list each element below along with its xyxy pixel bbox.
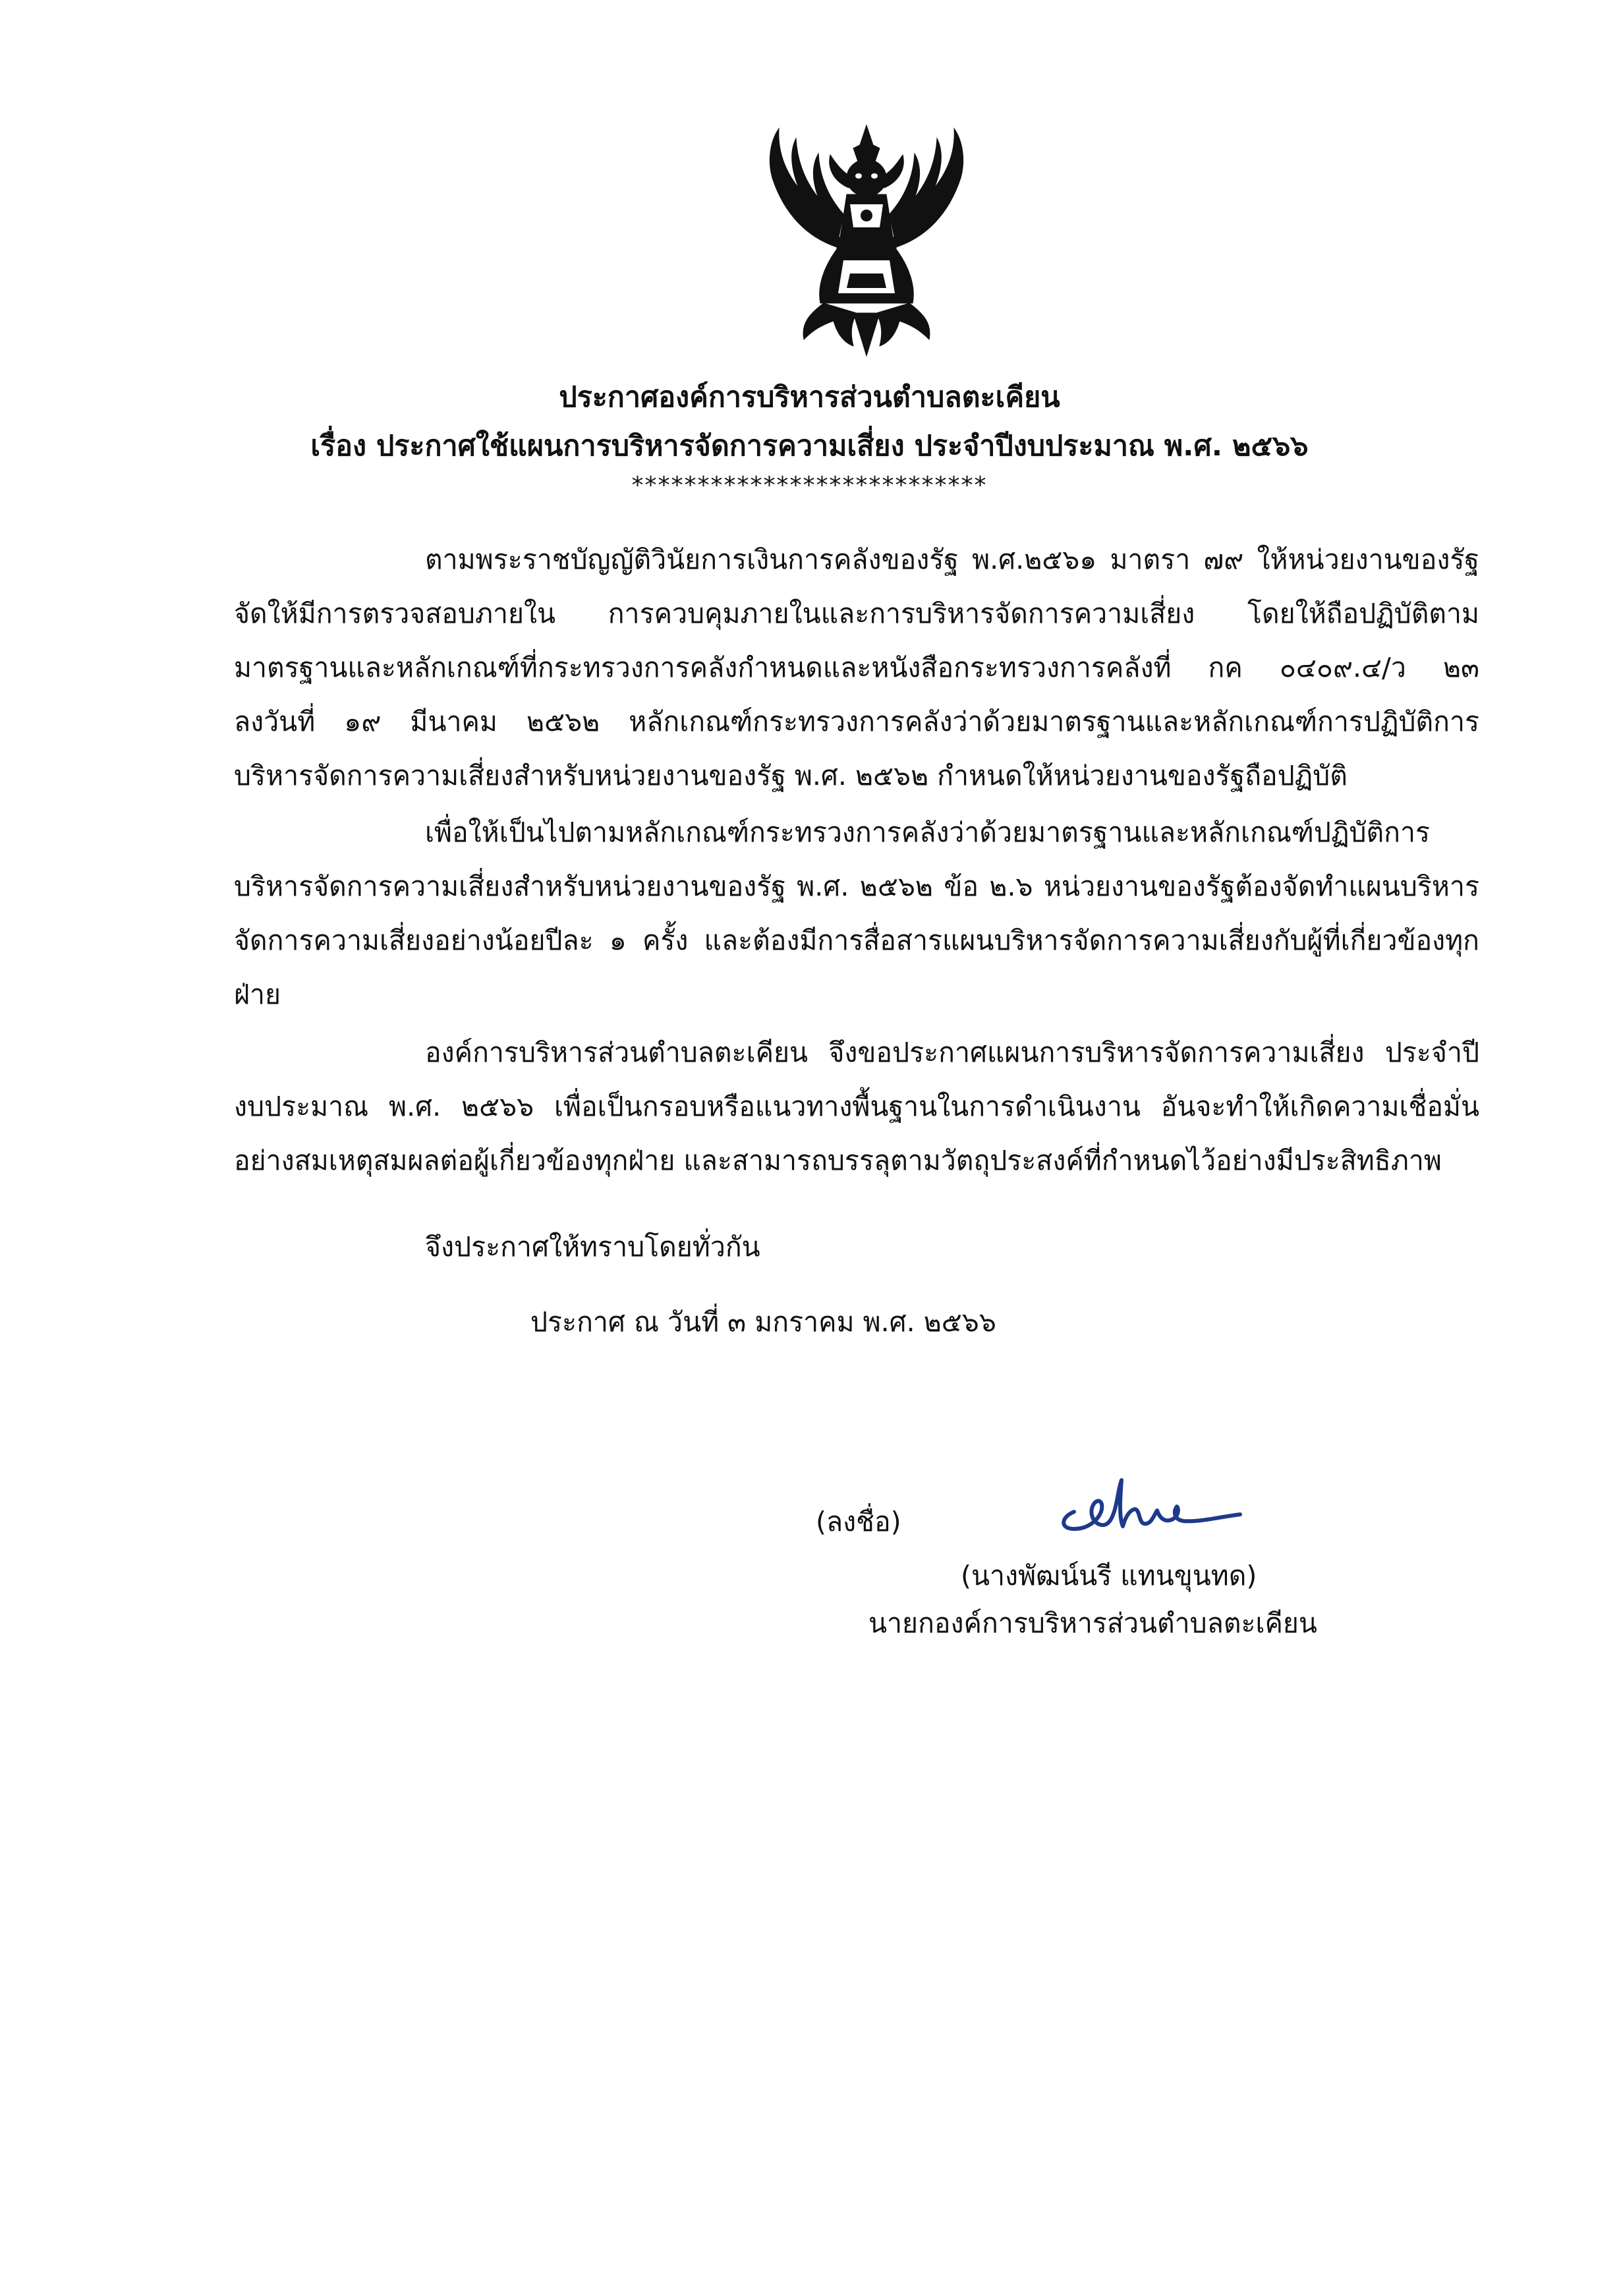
paragraph-line: บริหารจัดการความเสี่ยงสำหรับหน่วยงานของรัฐ พ.ศ. ๒๕๖๒ ข้อ ๒.๖ หน่วยงานของรัฐต้องจัดทำแผนบริหาร bbox=[234, 871, 1479, 902]
paragraph-line: มาตรฐานและหลักเกณฑ์ที่กระทรวงการคลังกำหนดและหนังสือกระทรวงการคลังที่ กค ๐๔๐๙.๔/ว ๒๓ bbox=[234, 652, 1479, 683]
body-paragraph-2 bbox=[234, 805, 1479, 1021]
body-paragraph-3 bbox=[234, 1025, 1479, 1188]
signer-name: (นางพัฒน์นรี แทนขุนทด) bbox=[961, 1560, 1257, 1592]
paragraph-line: ฝ่าย bbox=[234, 979, 281, 1010]
handwritten-signature-icon bbox=[1054, 1471, 1252, 1550]
separator-line: *************************** bbox=[631, 472, 988, 499]
garuda-emblem-icon bbox=[738, 115, 995, 362]
paragraph-line: จัดการความเสี่ยงอย่างน้อยปีละ ๑ ครั้ง และต้องมีการสื่อสารแผนบริหารจัดการความเสี่ยงกับผู้ที่เกี่ยวข้องทุก bbox=[234, 925, 1479, 956]
body-paragraph-1 bbox=[234, 532, 1479, 803]
signature-label: (ลงชื่อ) bbox=[816, 1506, 901, 1537]
announcement-subject: เรื่อง ประกาศใช้แผนการบริหารจัดการความเสี่ยง ประจำปีงบประมาณ พ.ศ. ๒๕๖๖ bbox=[310, 430, 1309, 463]
paragraph-line: บริหารจัดการความเสี่ยงสำหรับหน่วยงานของรัฐ พ.ศ. ๒๕๖๒ กำหนดให้หน่วยงานของรัฐถือปฏิบัติ bbox=[234, 760, 1348, 791]
paragraph-line: องค์การบริหารส่วนตำบลตะเคียน จึงขอประกาศแผนการบริหารจัดการความเสี่ยง ประจำปี bbox=[425, 1037, 1479, 1068]
paragraph-line: ตามพระราชบัญญัติวินัยการเงินการคลังของรัฐ พ.ศ.๒๕๖๑ มาตรา ๗๙ ให้หน่วยงานของรัฐ bbox=[425, 544, 1479, 575]
signer-position: นายกองค์การบริหารส่วนตำบลตะเคียน bbox=[868, 1607, 1317, 1639]
paragraph-line: อย่างสมเหตุสมผลต่อผู้เกี่ยวข้องทุกฝ่าย และสามารถบรรลุตามวัตถุประสงค์ที่กำหนดไว้อย่างมีประสิทธิภาพ bbox=[234, 1145, 1442, 1176]
announcement-title: ประกาศองค์การบริหารส่วนตำบลตะเคียน bbox=[559, 381, 1060, 414]
paragraph-line: ลงวันที่ ๑๙ มีนาคม ๒๕๖๒ หลักเกณฑ์กระทรวงการคลังว่าด้วยมาตรฐานและหลักเกณฑ์การปฏิบัติการ bbox=[234, 706, 1479, 737]
paragraph-line: เพื่อให้เป็นไปตามหลักเกณฑ์กระทรวงการคลังว่าด้วยมาตรฐานและหลักเกณฑ์ปฏิบัติการ bbox=[425, 817, 1430, 848]
paragraph-line: จัดให้มีการตรวจสอบภายใน การควบคุมภายในและการบริหารจัดการความเสี่ยง โดยให้ถือปฏิบัติตาม bbox=[234, 598, 1479, 629]
closing-statement: จึงประกาศให้ทราบโดยทั่วกัน bbox=[425, 1231, 760, 1263]
paragraph-line: งบประมาณ พ.ศ. ๒๕๖๖ เพื่อเป็นกรอบหรือแนวทางพื้นฐานในการดำเนินงาน อันจะทำให้เกิดความเชื่อมั่น bbox=[234, 1091, 1479, 1122]
announcement-date: ประกาศ ณ วันที่ ๓ มกราคม พ.ศ. ๒๕๖๖ bbox=[530, 1306, 996, 1338]
